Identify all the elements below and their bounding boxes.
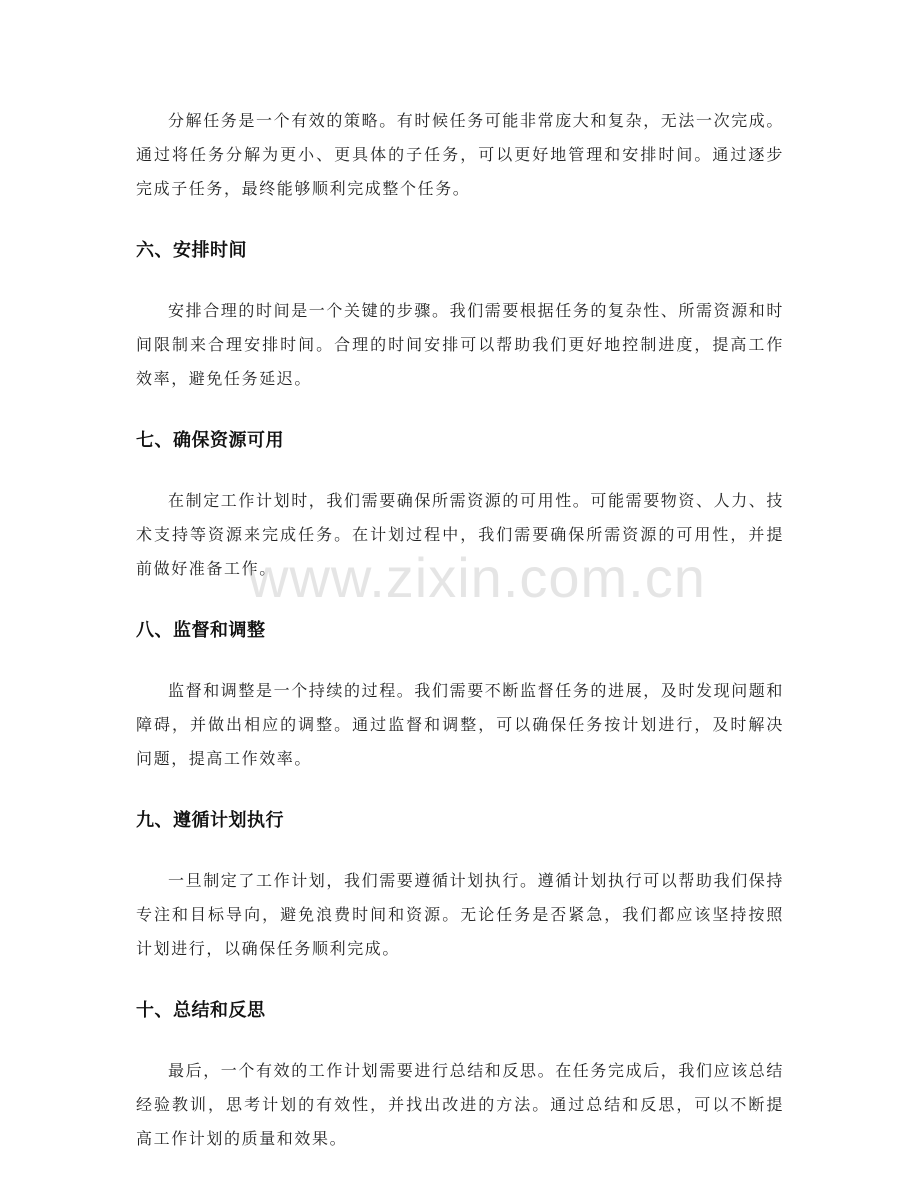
section-follow-plan bbox=[136, 808, 784, 966]
section-monitor-adjust bbox=[136, 618, 784, 776]
intro-paragraph: 分解任务是一个有效的策略。有时候任务可能非常庞大和复杂，无法一次完成。通过将任务分解为更小、更具体的子任务，可以更好地管理和安排时间。通过逐步完成子任务，最终能够顺利完成整个任务。 bbox=[136, 111, 785, 198]
section-paragraph: 安排合理的时间是一个关键的步骤。我们需要根据任务的复杂性、所需资源和时间限制来合理安排时间。合理的时间安排可以帮助我们更好地控制进度，提高工作效率，避免任务延迟。 bbox=[136, 301, 785, 388]
section-paragraph: 一旦制定了工作计划，我们需要遵循计划执行。遵循计划执行可以帮助我们保持专注和目标导向，避免浪费时间和资源。无论任务是否紧急，我们都应该坚持按照计划进行，以确保任务顺利完成。 bbox=[136, 871, 785, 958]
section-arrange-time bbox=[136, 238, 784, 396]
section-heading: 六、安排时间 bbox=[136, 240, 247, 261]
section-heading: 十、总结和反思 bbox=[136, 1000, 266, 1021]
section-ensure-resources bbox=[136, 428, 784, 586]
section-paragraph: 在制定工作计划时，我们需要确保所需资源的可用性。可能需要物资、人力、技术支持等资源来完成任务。在计划过程中，我们需要确保所需资源的可用性，并提前做好准备工作。 bbox=[136, 491, 785, 578]
section-heading: 九、遵循计划执行 bbox=[136, 810, 284, 831]
section-summary-reflection bbox=[136, 998, 784, 1156]
watermark: www.zixin.com.cn bbox=[248, 546, 706, 609]
document-content bbox=[136, 104, 784, 1156]
section-heading: 八、监督和调整 bbox=[136, 620, 266, 641]
section-paragraph: 监督和调整是一个持续的过程。我们需要不断监督任务的进展，及时发现问题和障碍，并做出相应的调整。通过监督和调整，可以确保任务按计划进行，及时解决问题，提高工作效率。 bbox=[136, 681, 785, 768]
section-paragraph: 最后，一个有效的工作计划需要进行总结和反思。在任务完成后，我们应该总结经验教训，思考计划的有效性，并找出改进的方法。通过总结和反思，可以不断提高工作计划的质量和效果。 bbox=[136, 1061, 785, 1148]
section-heading: 七、确保资源可用 bbox=[136, 430, 284, 451]
